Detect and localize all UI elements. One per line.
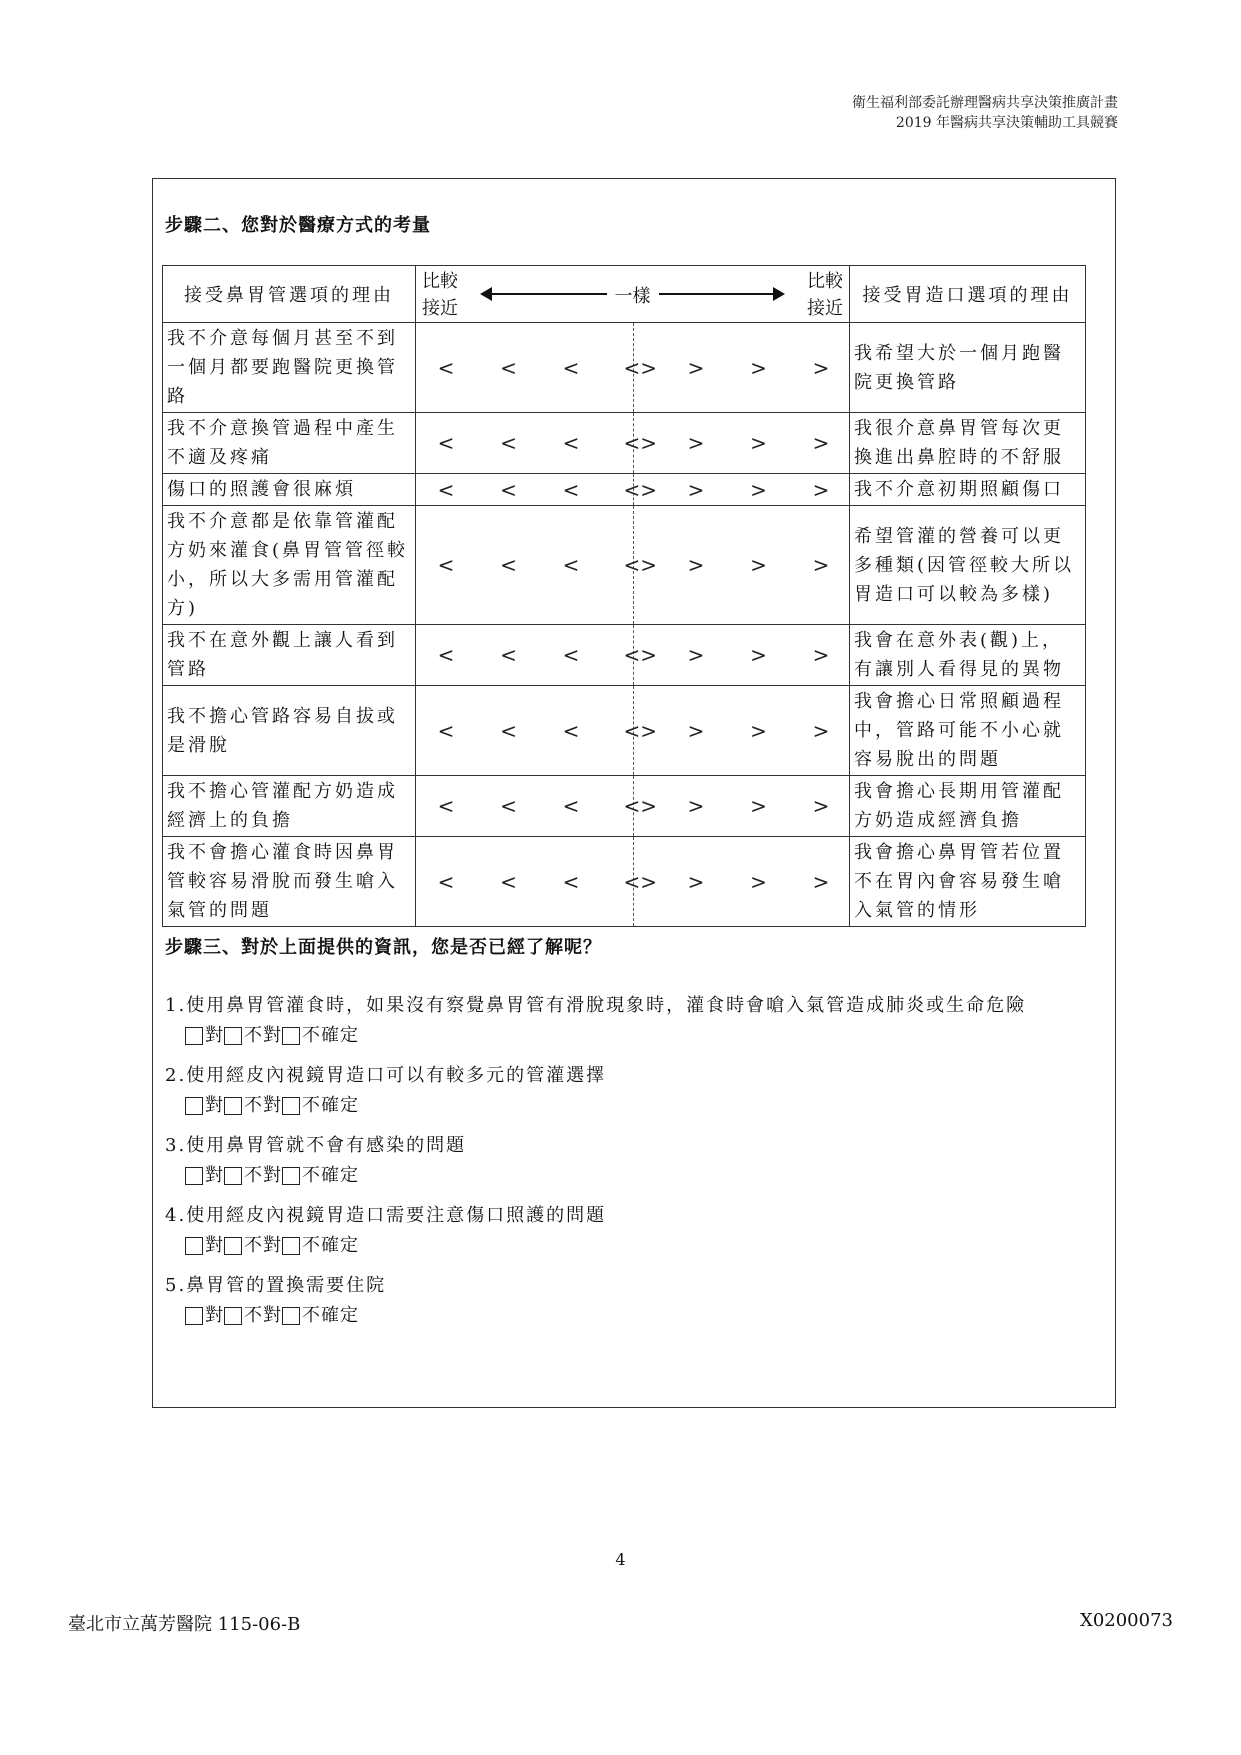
answer-option[interactable] [282, 1091, 359, 1121]
answer-option[interactable] [282, 1301, 359, 1331]
preference-scale [416, 474, 850, 506]
option-label: 不確定 [302, 1025, 359, 1046]
scale-option[interactable]: > [687, 553, 705, 577]
option-label: 對 [205, 1025, 224, 1046]
header-line-2: 2019 年醫病共享決策輔助工具競賽 [895, 115, 1118, 131]
scale-option[interactable]: < [437, 869, 455, 894]
scale-option[interactable]: > [812, 431, 830, 455]
option-label: 不對 [244, 1095, 282, 1116]
answer-option[interactable] [282, 1161, 359, 1191]
right-reason: 希望管灌的營養可以更多種類(因管徑較大所以胃造口可以較為多樣) [850, 506, 1086, 625]
scale-option[interactable]: > [687, 794, 705, 818]
table-row [163, 837, 1086, 927]
scale-option[interactable]: < [500, 477, 517, 502]
scale-option[interactable]: > [750, 869, 767, 894]
left-reason: 我不介意每個月甚至不到一個月都要跑醫院更換管路 [163, 323, 416, 413]
question-text: 2.使用經皮內視鏡胃造口可以有較多元的管灌選擇 [165, 1065, 607, 1086]
right-reason: 我不介意初期照顧傷口 [850, 474, 1086, 506]
checkbox-icon[interactable] [185, 1237, 203, 1255]
scale-option[interactable]: < [562, 355, 580, 380]
answer-option[interactable] [185, 1301, 224, 1331]
answer-option[interactable] [282, 1021, 359, 1051]
preference-scale [416, 837, 850, 927]
checkbox-icon[interactable] [224, 1237, 242, 1255]
answer-options [165, 1161, 1105, 1195]
answer-option[interactable] [282, 1231, 359, 1261]
scale-marks [416, 643, 849, 667]
scale-option[interactable]: <> [623, 477, 658, 502]
answer-options [165, 1021, 1105, 1055]
scale-option[interactable]: < [500, 718, 517, 743]
right-reason: 我會在意外表(觀)上，有讓別人看得見的異物 [850, 625, 1086, 686]
checkbox-icon[interactable] [224, 1167, 242, 1185]
scale-option[interactable]: > [687, 355, 705, 380]
scale-option[interactable]: <> [623, 553, 658, 577]
option-label: 不確定 [302, 1165, 359, 1186]
question-text: 5.鼻胃管的置換需要住院 [165, 1275, 387, 1296]
table-row [163, 686, 1086, 776]
checkbox-icon[interactable] [282, 1027, 300, 1045]
scale-option[interactable]: < [562, 431, 580, 455]
header-line-1: 衛生福利部委託辦理醫病共享決策推廣計畫 [852, 95, 1118, 111]
checkbox-icon[interactable] [224, 1027, 242, 1045]
scale-option[interactable]: < [562, 794, 580, 818]
scale-option[interactable]: < [500, 794, 517, 818]
scale-marks [416, 794, 849, 818]
right-reason: 我希望大於一個月跑醫院更換管路 [850, 323, 1086, 413]
questions-list [165, 991, 1105, 1341]
scale-marks [416, 719, 849, 743]
left-reason: 我不在意外觀上讓人看到管路 [163, 625, 416, 686]
left-reason: 我不會擔心灌食時因鼻胃管較容易滑脫而發生嗆入氣管的問題 [163, 837, 416, 927]
preference-scale [416, 323, 850, 413]
scale-marks [416, 553, 849, 577]
left-reason: 傷口的照護會很麻煩 [163, 474, 416, 506]
scale-option[interactable]: > [750, 431, 767, 455]
scale-option[interactable]: < [562, 553, 580, 577]
table-row [163, 413, 1086, 474]
scale-option[interactable]: > [687, 869, 705, 894]
answer-option[interactable] [185, 1161, 224, 1191]
footer-left: 臺北市立萬芳醫院 115-06-B [68, 1614, 301, 1635]
scale-option[interactable]: > [812, 718, 830, 743]
scale-option[interactable]: > [687, 718, 705, 743]
checkbox-icon[interactable] [224, 1097, 242, 1115]
decision-table [162, 265, 1086, 927]
scale-option[interactable]: < [500, 431, 517, 455]
checkbox-icon[interactable] [185, 1027, 203, 1045]
left-reason: 我不介意都是依靠管灌配方奶來灌食(鼻胃管管徑較小，所以大多需用管灌配方) [163, 506, 416, 625]
scale-option[interactable]: > [687, 643, 705, 667]
scale-marks [416, 356, 849, 380]
right-reason: 我會擔心日常照顧過程中，管路可能不小心就容易脫出的問題 [850, 686, 1086, 776]
scale-option[interactable]: > [812, 869, 830, 894]
scale-option[interactable]: < [562, 643, 580, 667]
checkbox-icon[interactable] [185, 1167, 203, 1185]
scale-option[interactable]: < [500, 643, 517, 667]
question-text: 4.使用經皮內視鏡胃造口需要注意傷口照護的問題 [165, 1205, 607, 1226]
scale-option[interactable]: <> [623, 718, 658, 743]
scale-option[interactable]: <> [623, 643, 658, 667]
scale-option[interactable]: < [437, 477, 455, 502]
scale-option[interactable]: < [437, 794, 455, 818]
scale-option[interactable]: > [812, 355, 830, 380]
preference-scale [416, 686, 850, 776]
scale-option[interactable]: < [437, 355, 455, 380]
step3-title: 步驟三、對於上面提供的資訊，您是否已經了解呢？ [165, 937, 602, 958]
answer-option[interactable] [224, 1161, 282, 1191]
left-header: 接受鼻胃管選項的理由 [163, 266, 416, 323]
arrow-right-icon [773, 287, 785, 301]
scale-option[interactable]: > [687, 431, 705, 455]
scale-option[interactable]: < [437, 718, 455, 743]
page-header [852, 93, 1118, 133]
scale-option[interactable]: < [562, 869, 580, 894]
scale-option[interactable]: > [812, 794, 830, 818]
scale-option[interactable]: < [562, 718, 580, 743]
answer-options [165, 1091, 1105, 1125]
scale-header [416, 266, 850, 323]
scale-marks [416, 870, 849, 894]
scale-option[interactable]: > [750, 794, 767, 818]
step2-title: 步驟二、您對於醫療方式的考量 [165, 215, 431, 236]
near-left-label: 比較 接近 [422, 271, 458, 319]
left-reason: 我不擔心管路容易自拔或是滑脫 [163, 686, 416, 776]
option-label: 不對 [244, 1305, 282, 1326]
left-reason: 我不介意換管過程中產生不適及疼痛 [163, 413, 416, 474]
right-reason: 我會擔心長期用管灌配方奶造成經濟負擔 [850, 776, 1086, 837]
answer-option[interactable] [185, 1231, 224, 1261]
answer-option[interactable] [185, 1021, 224, 1051]
scale-option[interactable]: <> [623, 355, 658, 380]
scale-option[interactable]: <> [623, 431, 658, 455]
scale-option[interactable]: < [500, 355, 517, 380]
answer-option[interactable] [224, 1231, 282, 1261]
answer-options [165, 1231, 1105, 1265]
option-label: 對 [205, 1305, 224, 1326]
question-text: 3.使用鼻胃管就不會有感染的問題 [165, 1135, 467, 1156]
option-label: 對 [205, 1095, 224, 1116]
scale-option[interactable]: > [750, 477, 767, 502]
right-reason: 我會擔心鼻胃管若位置不在胃內會容易發生嗆入氣管的情形 [850, 837, 1086, 927]
content-frame [152, 178, 1116, 1408]
checkbox-icon[interactable] [185, 1307, 203, 1325]
checkbox-icon[interactable] [282, 1097, 300, 1115]
preference-scale [416, 625, 850, 686]
page-number: 4 [615, 1550, 626, 1569]
same-label: 一樣 [607, 282, 659, 308]
scale-option[interactable]: > [750, 718, 767, 743]
checkbox-icon[interactable] [282, 1167, 300, 1185]
option-label: 不對 [244, 1235, 282, 1256]
answer-option[interactable] [185, 1091, 224, 1121]
scale-option[interactable]: <> [623, 794, 658, 818]
table-row [163, 323, 1086, 413]
preference-scale [416, 506, 850, 625]
answer-option[interactable] [224, 1091, 282, 1121]
option-label: 不確定 [302, 1235, 359, 1256]
checkbox-icon[interactable] [282, 1237, 300, 1255]
checkbox-icon[interactable] [282, 1307, 300, 1325]
near-right-label: 比較 接近 [807, 271, 843, 319]
question-text: 1.使用鼻胃管灌食時，如果沒有察覺鼻胃管有滑脫現象時，灌食時會嗆入氣管造成肺炎或生命危險 [165, 995, 1027, 1016]
option-label: 對 [205, 1165, 224, 1186]
scale-option[interactable]: < [437, 553, 455, 577]
scale-option[interactable]: > [812, 553, 830, 577]
table-header-row [163, 266, 1086, 323]
table-row [163, 474, 1086, 506]
footer-right: X0200073 [1080, 1610, 1173, 1631]
scale-option[interactable]: > [750, 355, 767, 380]
scale-option[interactable]: < [437, 431, 455, 455]
answer-option[interactable] [224, 1301, 282, 1331]
answer-options [165, 1301, 1105, 1335]
right-header: 接受胃造口選項的理由 [850, 266, 1086, 323]
option-label: 不確定 [302, 1095, 359, 1116]
scale-option[interactable]: > [812, 643, 830, 667]
option-label: 不對 [244, 1165, 282, 1186]
scale-marks [416, 478, 849, 502]
scale-option[interactable]: < [500, 869, 517, 894]
option-label: 不確定 [302, 1305, 359, 1326]
checkbox-icon[interactable] [224, 1307, 242, 1325]
scale-option[interactable]: <> [623, 869, 658, 894]
left-reason: 我不擔心管灌配方奶造成經濟上的負擔 [163, 776, 416, 837]
right-reason: 我很介意鼻胃管每次更換進出鼻腔時的不舒服 [850, 413, 1086, 474]
preference-scale [416, 776, 850, 837]
preference-scale [416, 413, 850, 474]
scale-option[interactable]: < [562, 477, 580, 502]
table-row [163, 625, 1086, 686]
scale-option[interactable]: > [812, 477, 830, 502]
scale-option[interactable]: > [750, 643, 767, 667]
scale-option[interactable]: < [437, 643, 455, 667]
scale-marks [416, 431, 849, 455]
answer-option[interactable] [224, 1021, 282, 1051]
option-label: 不對 [244, 1025, 282, 1046]
checkbox-icon[interactable] [185, 1097, 203, 1115]
option-label: 對 [205, 1235, 224, 1256]
scale-option[interactable]: > [750, 553, 767, 577]
table-row [163, 776, 1086, 837]
scale-option[interactable]: < [500, 553, 517, 577]
table-row [163, 506, 1086, 625]
scale-option[interactable]: > [687, 477, 705, 502]
